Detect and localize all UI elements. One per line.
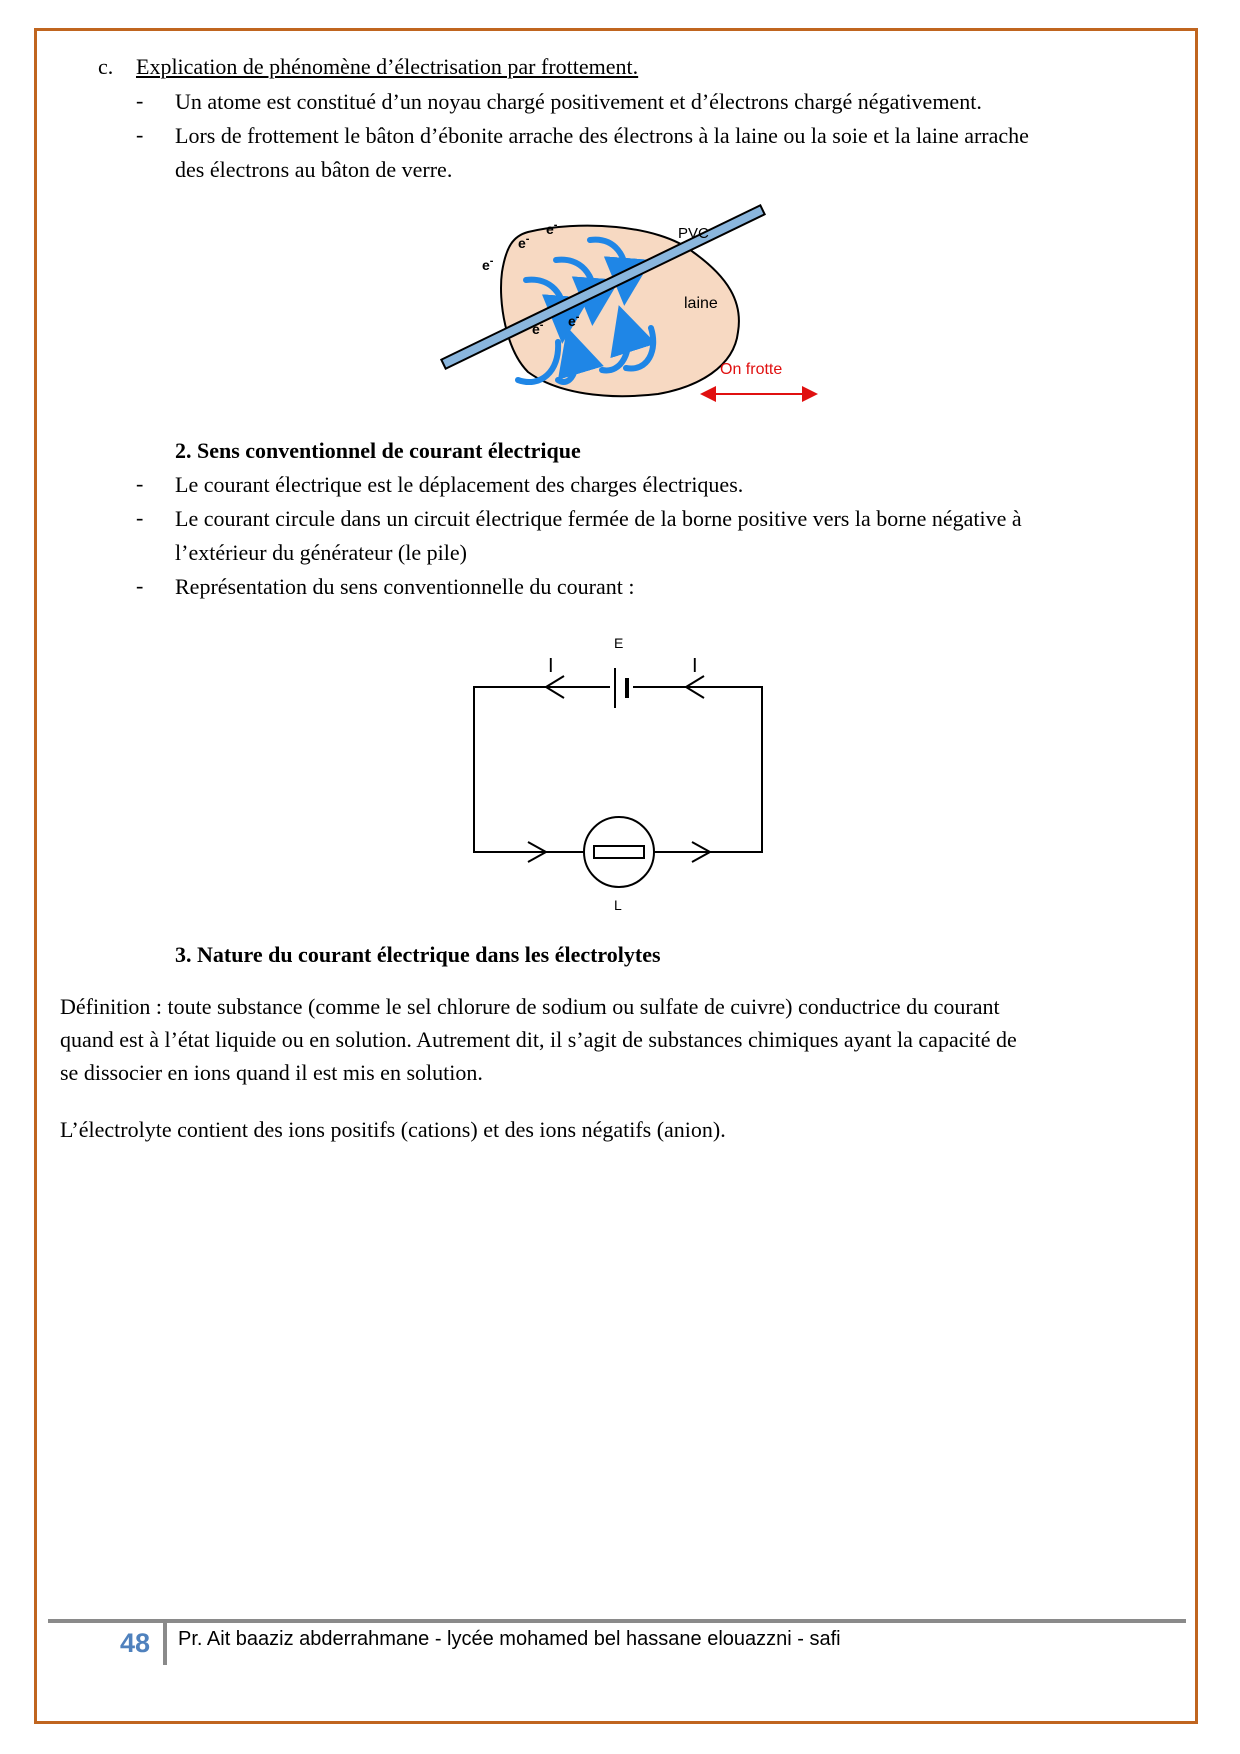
electron-label: e- bbox=[482, 255, 494, 273]
electrolyte-line: L’électrolyte contient des ions positifs (cations) et des ions négatifs (anion). bbox=[60, 1117, 726, 1142]
section-c-bullet-2: Lors de frottement le bâton d’ébonite arrache des électrons à la laine ou la soie et la laine arrache bbox=[175, 123, 1029, 148]
section-c-bullet-2-cont: des électrons au bâton de verre. bbox=[175, 157, 453, 182]
electron-label: e- bbox=[546, 219, 558, 237]
footer-author: Pr. Ait baaziz abderrahmane - lycée mohamed bel hassane elouazzni - safi bbox=[178, 1628, 841, 1650]
section-c-title: Explication de phénomène d’électrisation par frottement. bbox=[136, 54, 639, 79]
section-2-bullet-2-cont: l’extérieur du générateur (le pile) bbox=[175, 540, 467, 565]
electron-label: e- bbox=[518, 233, 530, 251]
electron-sign: - bbox=[525, 233, 530, 245]
electron-sign: - bbox=[489, 255, 494, 267]
footer-separator bbox=[163, 1623, 167, 1665]
electron-sign: - bbox=[553, 219, 558, 231]
definition-line-2: quand est à l’état liquide ou en solution. Autrement dit, il s’agit de substances chimiques ayant la capacité de bbox=[60, 1027, 1017, 1052]
page-number: 48 bbox=[120, 1628, 151, 1658]
current-label-right: I bbox=[692, 655, 698, 677]
bullet-dash: - bbox=[136, 88, 144, 113]
generator-label: E bbox=[614, 635, 624, 651]
section-c-marker: c. bbox=[98, 54, 114, 79]
definition-line-1: Définition : toute substance (comme le sel chlorure de sodium ou sulfate de cuivre) conductrice du courant bbox=[60, 994, 1000, 1019]
bullet-dash: - bbox=[136, 573, 144, 598]
pvc-label: PVC bbox=[678, 225, 709, 242]
circuit-wire-top-right bbox=[633, 687, 762, 852]
rubbing-figure bbox=[482, 219, 828, 412]
section-c-bullet-1: Un atome est constitué d’un noyau chargé positivement et d’électrons chargé négativement. bbox=[175, 89, 982, 114]
section-2-bullet-1: Le courant électrique est le déplacement des charges électriques. bbox=[175, 472, 744, 497]
on-frotte-label: On frotte bbox=[720, 361, 783, 378]
electron-label: e- bbox=[532, 319, 544, 337]
section-2-heading: 2. Sens conventionnel de courant électrique bbox=[175, 438, 581, 463]
bullet-dash: - bbox=[136, 471, 144, 496]
electron-label: e- bbox=[568, 311, 580, 329]
bullet-dash: - bbox=[136, 505, 144, 530]
section-2-bullet-3: Représentation du sens conventionnelle du courant : bbox=[175, 574, 635, 599]
electron-sign: - bbox=[539, 319, 544, 331]
footer-rule bbox=[48, 1619, 1186, 1623]
circuit-diagram bbox=[460, 630, 780, 920]
electron-sign: - bbox=[575, 311, 580, 323]
current-label-left: I bbox=[548, 655, 554, 677]
section-2-bullet-2: Le courant circule dans un circuit électrique fermée de la borne positive vers la borne négative à bbox=[175, 506, 1022, 531]
lamp-label: L bbox=[614, 897, 622, 913]
bullet-dash: - bbox=[136, 122, 144, 147]
section-3-heading: 3. Nature du courant électrique dans les électrolytes bbox=[175, 942, 661, 967]
lamp-filament bbox=[594, 846, 644, 858]
laine-label: laine bbox=[684, 295, 718, 312]
definition-line-3: se dissocier en ions quand il est mis en solution. bbox=[60, 1060, 483, 1085]
circuit-wire-top-left bbox=[474, 687, 610, 852]
